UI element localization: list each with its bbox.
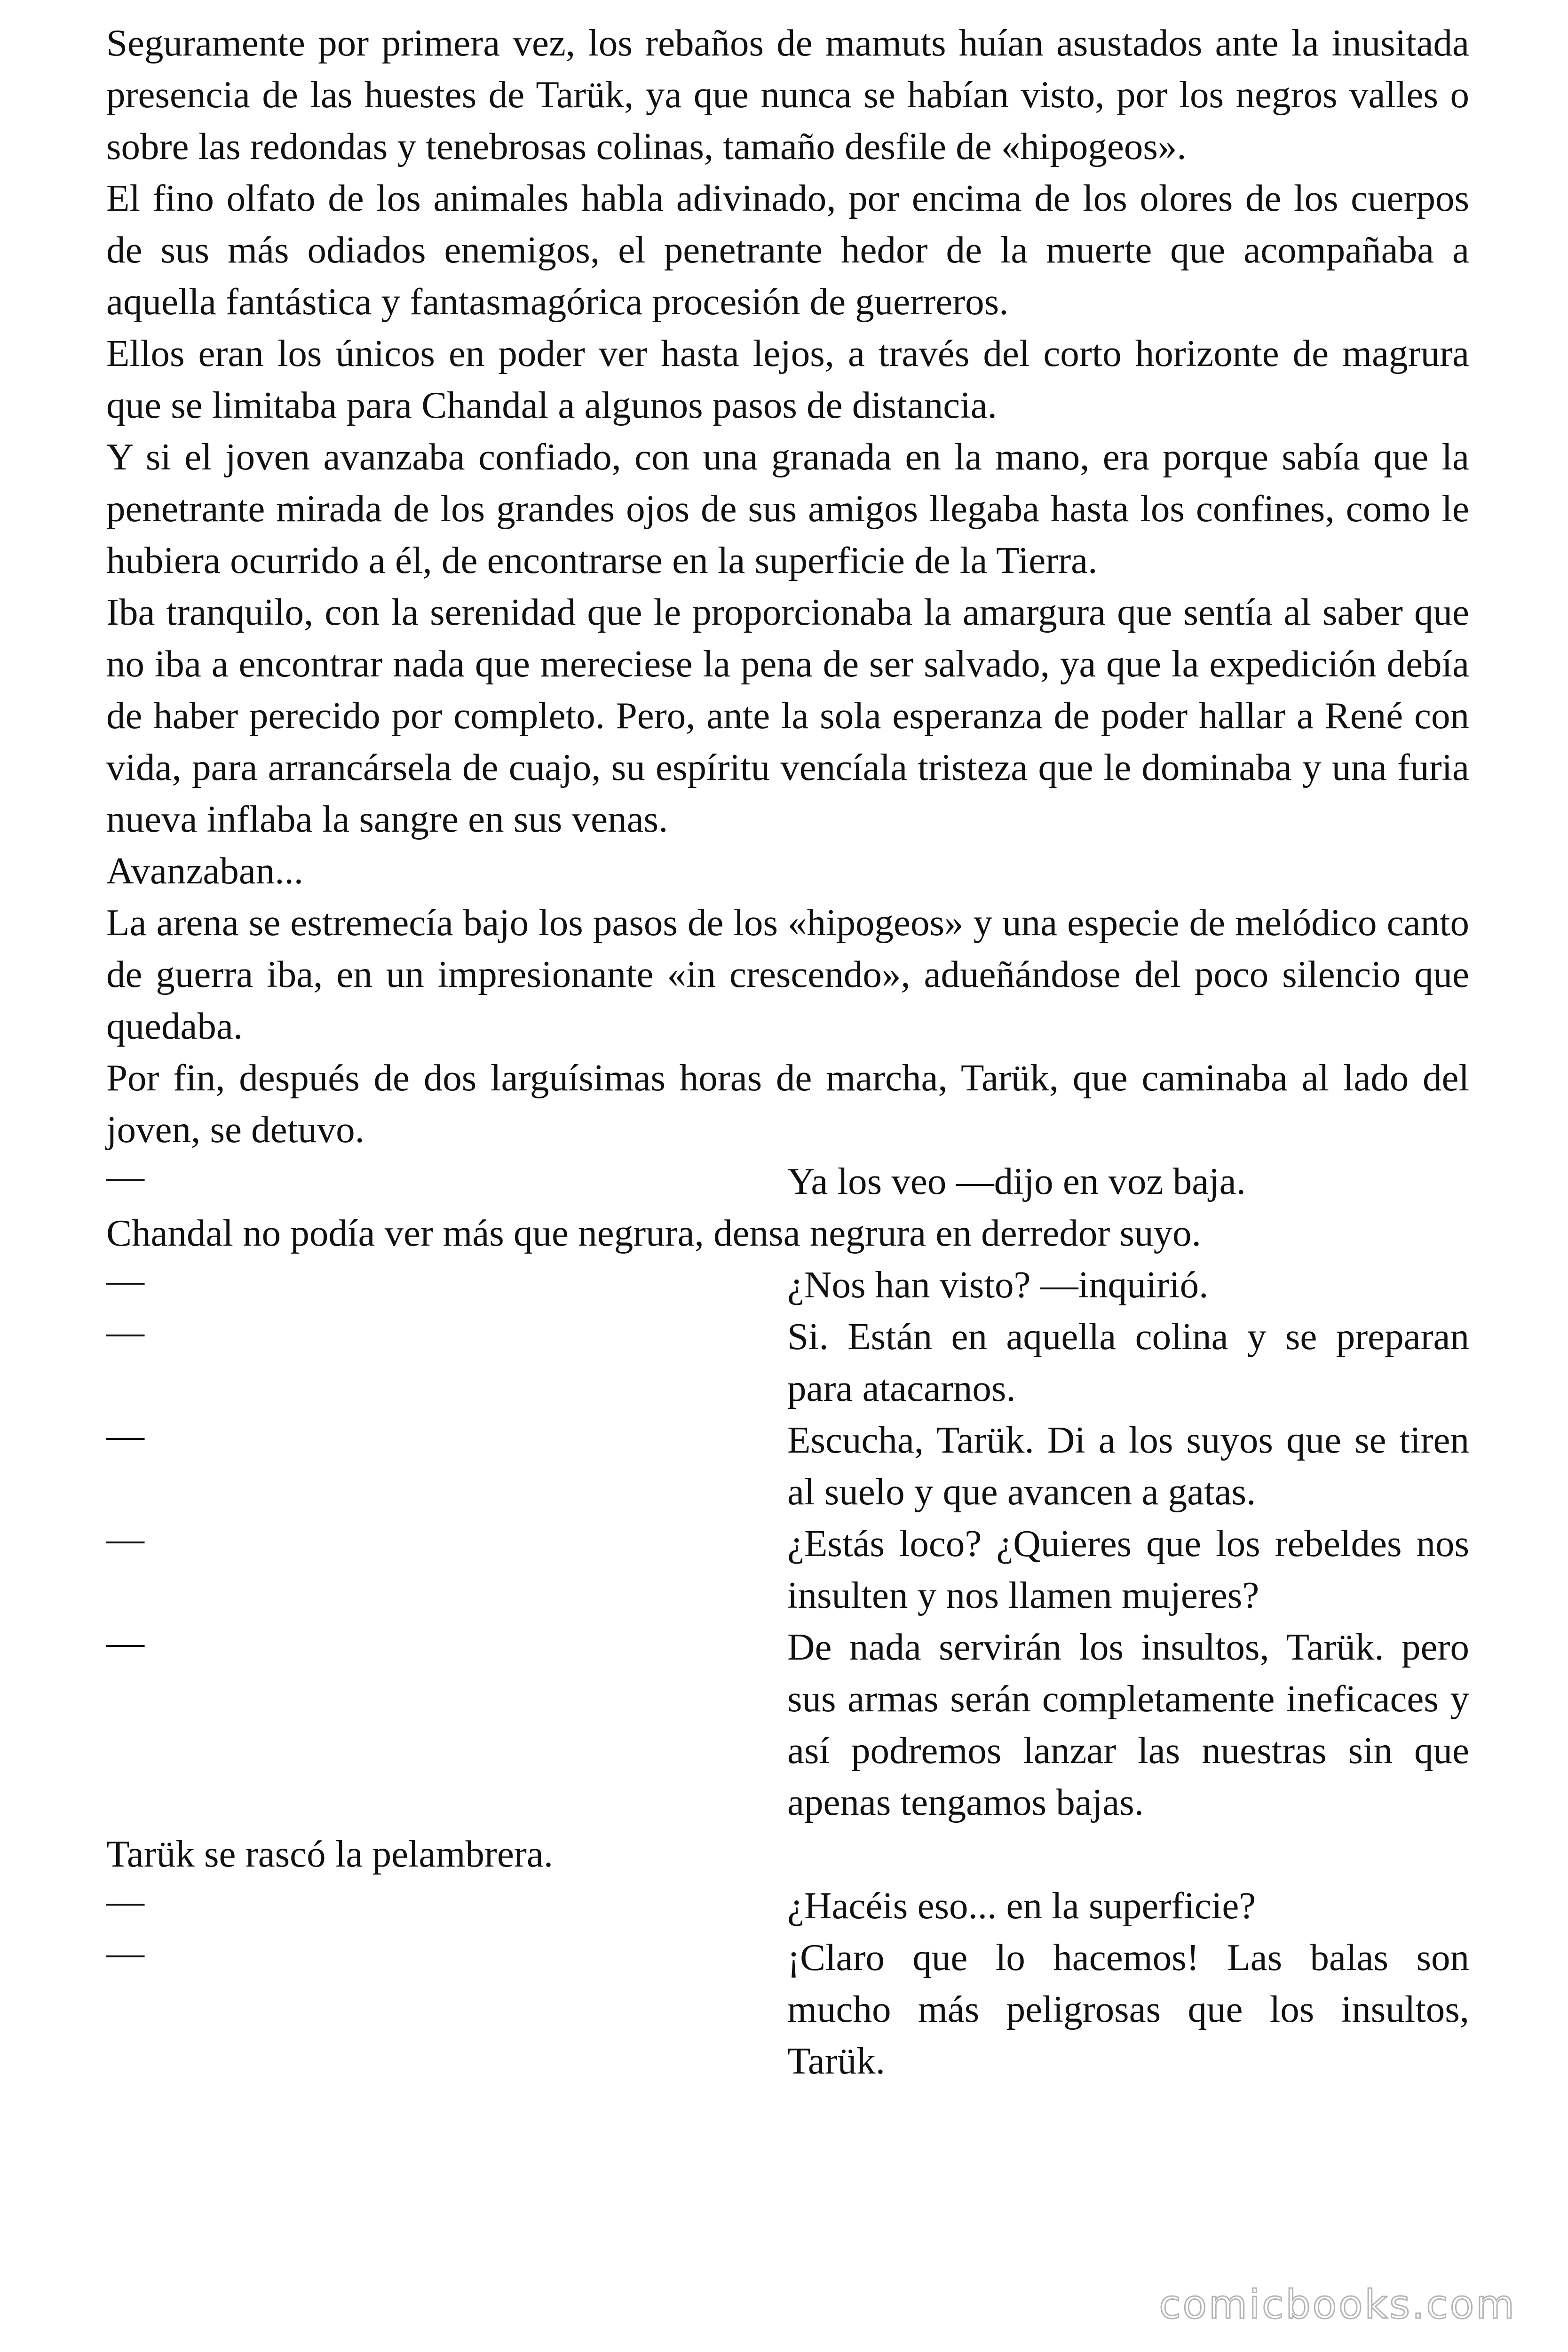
dialogue-dash: — bbox=[106, 1259, 144, 1301]
watermark: comicbooks.com bbox=[1159, 2281, 1516, 2328]
dialogue-dash: — bbox=[106, 1931, 144, 1974]
dialogue-text: ¿Nos han visto? —inquirió. bbox=[787, 1263, 1209, 1306]
dialogue-text: ¡Claro que lo hacemos! Las balas son mucho más peligrosas que los insultos, Tarük. bbox=[787, 1936, 1469, 2082]
dialogue-line bbox=[106, 1880, 1469, 1931]
dialogue-dash: — bbox=[106, 1155, 144, 1198]
dialogue-line bbox=[106, 1518, 1469, 1621]
dialogue-dash: — bbox=[106, 1414, 144, 1456]
paragraph: El fino olfato de los animales habla adivinado, por encima de los olores de los cuerpos de sus más odiados enemigos, el penetrante hedor de la muerte que acompañaba a aquella fantástica y fantasmagórica procesión de guerreros. bbox=[106, 177, 1469, 323]
paragraph: Iba tranquilo, con la serenidad que le proporcionaba la amargura que sentía al saber que no iba a encontrar nada que mereciese la pena de ser salvado, ya que la expedición debía de haber perecido por completo. Pero, ante la sola esperanza de poder hallar a René con vida, para arrancársela de cuajo, su espíritu vencíala tristeza que le dominaba y una furia nueva inflaba la sangre en sus venas. bbox=[106, 591, 1469, 840]
dialogue-text: ¿Estás loco? ¿Quieres que los rebeldes nos insulten y nos llamen mujeres? bbox=[787, 1522, 1469, 1616]
paragraph: Ellos eran los únicos en poder ver hasta lejos, a través del corto horizonte de magrura que se limitaba para Chandal a algunos pasos de distancia. bbox=[106, 332, 1469, 426]
paragraph: Y si el joven avanzaba confiado, con una granada en la mano, era porque sabía que la penetrante mirada de los grandes ojos de sus amigos llegaba hasta los confines, como le hubiera ocurrido a él, de encontrarse en la superficie de la Tierra. bbox=[106, 436, 1469, 581]
dialogue-line bbox=[106, 1311, 1469, 1414]
paragraph: Seguramente por primera vez, los rebaños de mamuts huían asustados ante la inusitada presencia de las huestes de Tarük, ya que nunca se habían visto, por los negros valles o sobre las redondas y tenebrosas colinas, tamaño desfile de «hipogeos». bbox=[106, 22, 1469, 167]
dialogue-line bbox=[106, 1414, 1469, 1518]
dialogue-dash: — bbox=[106, 1621, 144, 1663]
dialogue-text: De nada servirán los insultos, Tarük. pero sus armas serán completamente ineficaces y así podremos lanzar las nuestras sin que apenas tengamos bajas. bbox=[787, 1626, 1469, 1823]
dialogue-line bbox=[106, 1621, 1469, 1828]
dialogue-line bbox=[106, 1259, 1469, 1311]
dialogue-text: ¿Hacéis eso... en la superficie? bbox=[787, 1884, 1256, 1927]
paragraph: La arena se estremecía bajo los pasos de los «hipogeos» y una especie de melódico canto de guerra iba, en un impresionante «in crescendo», adueñándose del poco silencio que quedaba. bbox=[106, 901, 1469, 1047]
dialogue-line bbox=[106, 1931, 1469, 2087]
dialogue-dash: — bbox=[106, 1311, 144, 1353]
narration-line: Chandal no podía ver más que negrura, densa negrura en derredor suyo. bbox=[106, 1212, 1201, 1254]
dialogue-text: Escucha, Tarük. Di a los suyos que se tiren al suelo y que avancen a gatas. bbox=[787, 1419, 1469, 1513]
dialogue-dash: — bbox=[106, 1880, 144, 1922]
dialogue-text: Si. Están en aquella colina y se preparan para atacarnos. bbox=[787, 1315, 1469, 1409]
paragraph: Avanzaban... bbox=[106, 850, 304, 892]
narration-line: Tarük se rascó la pelambrera. bbox=[106, 1833, 554, 1875]
page-text bbox=[106, 17, 1469, 2087]
dialogue-text: Ya los veo —dijo en voz baja. bbox=[787, 1160, 1246, 1202]
paragraph: Por fin, después de dos larguísimas horas de marcha, Tarük, que caminaba al lado del joven, se detuvo. bbox=[106, 1057, 1469, 1151]
dialogue-line bbox=[106, 1155, 1469, 1207]
dialogue-dash: — bbox=[106, 1518, 144, 1560]
